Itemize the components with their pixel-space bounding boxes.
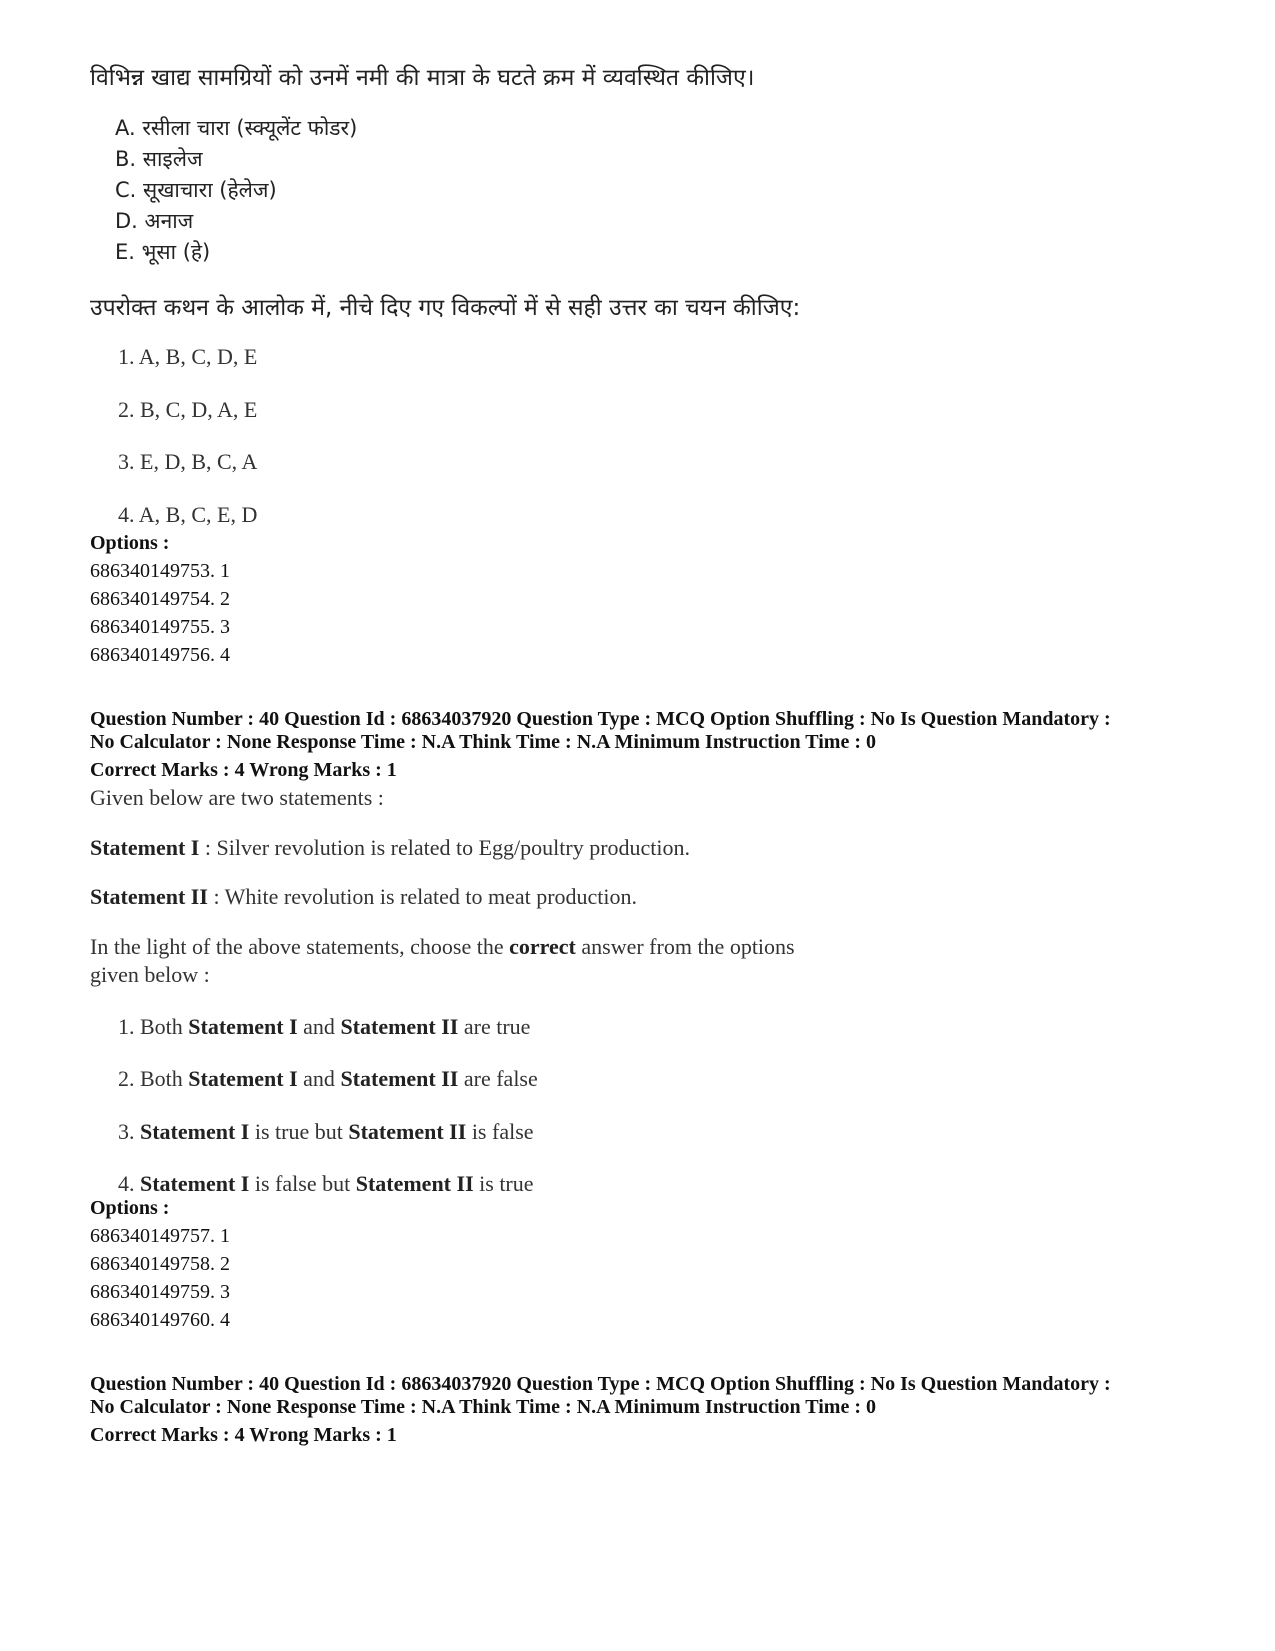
statement-label: Statement II (90, 884, 208, 909)
answer-choice: 3. E, D, B, C, A (118, 449, 258, 474)
statement-text: : White revolution is related to meat production. (207, 884, 638, 909)
answer-choice: 2. B, C, D, A, E (118, 397, 258, 422)
option-id: 686340149753. 1 (90, 560, 230, 582)
question-meta: Question Number : 40 Question Id : 68634037920 Question Type : MCQ Option Shuffling : No Is Question Mandatory : (90, 708, 1111, 730)
answer-choice: 4. Statement I is false but Statement II is true (118, 1171, 534, 1196)
question-prompt: उपरोक्त कथन के आलोक में, नीचे दिए गए विकल्पों में से सही उत्तर का चयन कीजिए: (90, 295, 801, 321)
answer-choice: 1. A, B, C, D, E (118, 344, 258, 369)
option-id: 686340149756. 4 (90, 644, 230, 666)
instruction (90, 934, 795, 960)
list-item: E. भूसा (हे) (115, 240, 211, 264)
option-id: 686340149757. 1 (90, 1225, 230, 1247)
option-id: 686340149760. 4 (90, 1309, 230, 1331)
answer-choice: 2. Both Statement I and Statement II are false (118, 1066, 538, 1091)
option-id: 686340149759. 3 (90, 1281, 230, 1303)
statement-text: : Silver revolution is related to Egg/poultry production. (199, 835, 691, 860)
list-item: B. साइलेज (115, 147, 203, 171)
statement-2 (90, 884, 637, 910)
question-stem: विभिन्न खाद्य सामग्रियों को उनमें नमी की मात्रा के घटते क्रम में व्यवस्थित कीजिए। (90, 65, 755, 91)
statement-1 (90, 835, 690, 861)
option-id: 686340149758. 2 (90, 1253, 230, 1275)
option-id: 686340149754. 2 (90, 588, 230, 610)
question-meta: No Calculator : None Response Time : N.A Think Time : N.A Minimum Instruction Time : 0 (90, 731, 876, 753)
answer-choice: 4. A, B, C, E, D (118, 502, 258, 527)
instruction-line2: given below : (90, 962, 210, 987)
option-id: 686340149755. 3 (90, 616, 230, 638)
question-meta: No Calculator : None Response Time : N.A Think Time : N.A Minimum Instruction Time : 0 (90, 1396, 876, 1418)
answer-choice: 1. Both Statement I and Statement II are true (118, 1014, 531, 1039)
question-marks: Correct Marks : 4 Wrong Marks : 1 (90, 1424, 397, 1446)
question-intro: Given below are two statements : (90, 785, 384, 810)
options-heading: Options : (90, 532, 170, 554)
instruction-bold: correct (509, 934, 576, 959)
list-item: D. अनाज (115, 209, 194, 233)
instruction-text: In the light of the above statements, choose the (90, 934, 510, 959)
answer-choice: 3. Statement I is true but Statement II is false (118, 1119, 534, 1144)
question-marks: Correct Marks : 4 Wrong Marks : 1 (90, 759, 397, 781)
list-item: A. रसीला चारा (स्क्यूलेंट फोडर) (115, 116, 358, 140)
instruction-text: answer from the options (575, 934, 795, 959)
options-heading: Options : (90, 1197, 170, 1219)
list-item: C. सूखाचारा (हेलेज) (115, 178, 277, 202)
question-meta: Question Number : 40 Question Id : 68634037920 Question Type : MCQ Option Shuffling : No Is Question Mandatory : (90, 1373, 1111, 1395)
statement-label: Statement I (90, 835, 200, 860)
